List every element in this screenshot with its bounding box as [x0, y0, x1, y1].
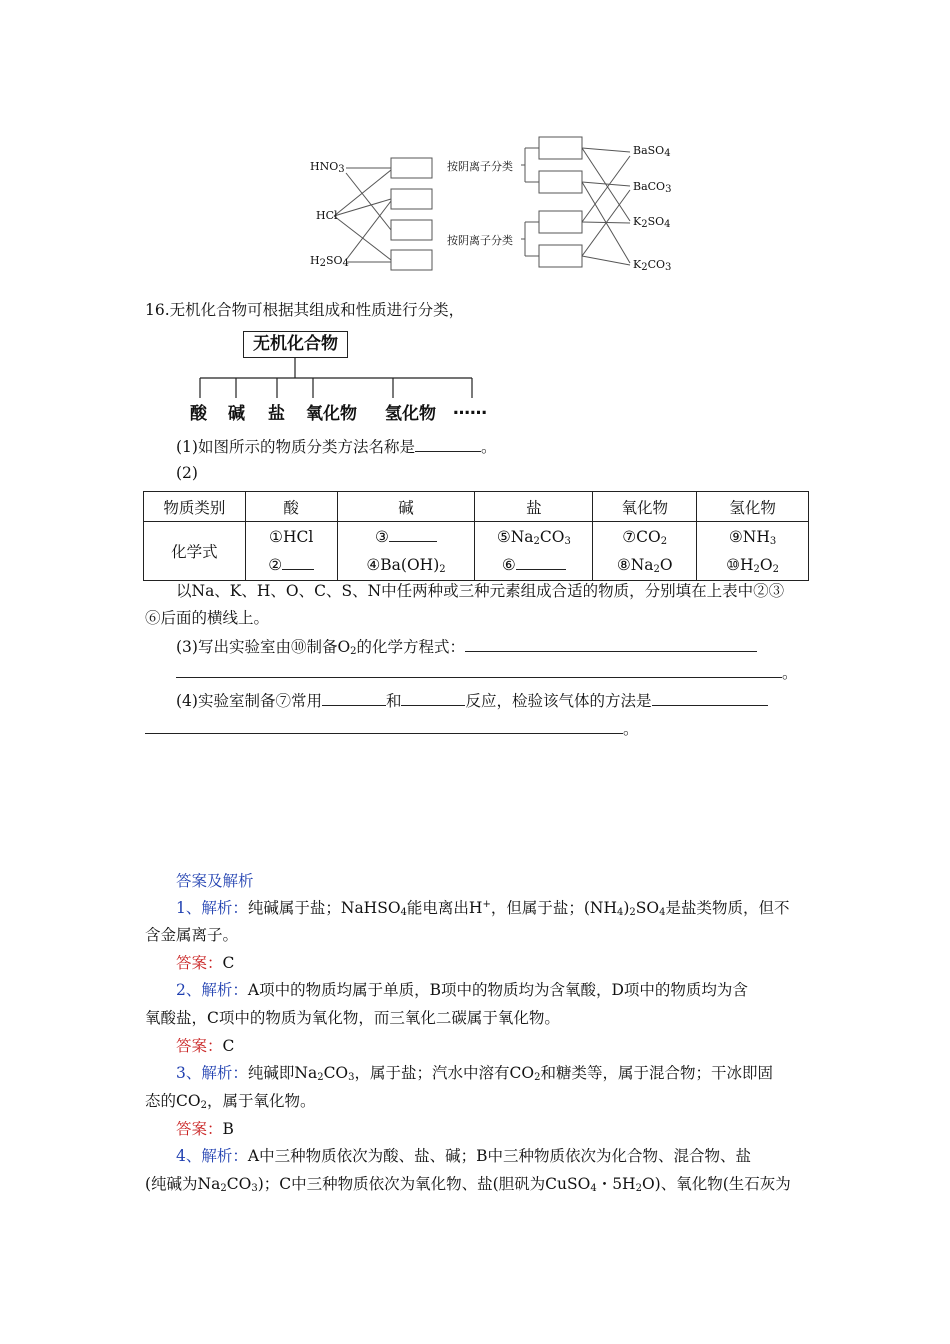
table-header-row — [144, 492, 809, 522]
q16-part2-label: (2) — [176, 464, 198, 482]
q16-part1-end: 。 — [480, 438, 497, 456]
cell-salt-2: ⑥ — [475, 551, 592, 579]
q16-part4-text-a: (4)实验室制备⑦常用 — [176, 692, 322, 710]
tree-child-acid: 酸 — [190, 404, 207, 424]
table-header: 碱 — [337, 492, 475, 522]
analysis-text: A中三种物质依次为酸、盐、碱；B中三种物质依次为化合物、混合物、盐 — [247, 1147, 751, 1165]
q16-part4-blank-1[interactable] — [322, 691, 386, 706]
link-rbox1-baso4 — [582, 148, 630, 152]
right-box-4 — [539, 245, 582, 267]
answer-label: 答案： — [176, 1120, 223, 1138]
q16-part4-text-b: 和 — [385, 692, 402, 710]
cell-oxide-2: $⑧Na_2O$ — [616, 556, 673, 575]
q16-part4-end: 。 — [623, 720, 639, 738]
cell-oxide — [593, 522, 697, 581]
q16-part3-text: (3)写出实验室由⑩制备$O_2$的化学方程式： — [176, 638, 466, 657]
cell-oxide-1: $⑦CO_2$ — [622, 528, 668, 547]
analysis-label: 4、解析： — [176, 1147, 248, 1165]
tree-child-ellipsis: …… — [453, 399, 487, 419]
acid-label-hno3: $HNO_3$ — [310, 160, 345, 175]
answer-value: C — [222, 954, 235, 972]
table-header: 氧化物 — [593, 492, 697, 522]
blank-2[interactable] — [282, 555, 314, 570]
answer-value: C — [222, 1037, 235, 1055]
table-row-label: 化学式 — [144, 522, 246, 581]
q16-part4-blank-4[interactable] — [145, 719, 623, 734]
q16-part3-blank-1[interactable] — [465, 637, 757, 652]
q16-part1-text: (1)如图所示的物质分类方法名称是 — [176, 438, 415, 456]
answer-item-1-analysis-cont: 含金属离子。 — [145, 926, 239, 944]
cell-salt-1: $⑤Na_2CO_3$ — [496, 528, 571, 547]
q16-part4-line2 — [145, 718, 639, 740]
q16-instruction-1: 以Na、K、H、O、C、S、N中任两种或三种元素组成合适的物质，分别填在上表中②③ — [176, 582, 785, 600]
analysis-text: A项中的物质均属于单质，B项中的物质均为含氧酸，D项中的物质均为含 — [247, 981, 748, 999]
analysis-label: 2、解析： — [176, 981, 248, 999]
answer-label: 答案： — [176, 1037, 223, 1055]
table-row — [144, 522, 809, 581]
answer-item-4-analysis — [176, 1145, 751, 1167]
answer-item-1-answer — [176, 952, 234, 974]
right-box-3 — [539, 211, 582, 233]
cell-base — [337, 522, 475, 581]
salt-label-baso4: BaSO$_4$ — [633, 144, 671, 159]
q16-instruction-2: ⑥后面的横线上。 — [145, 609, 270, 627]
answer-item-3-analysis-cont: 态的$CO_2$，属于氧化物。 — [145, 1092, 316, 1111]
answer-item-3-analysis — [176, 1062, 773, 1084]
answer-item-2-analysis — [176, 979, 748, 1001]
cell-base-1: ③ — [338, 523, 475, 551]
tree-child-salt: 盐 — [268, 404, 285, 424]
analysis-label: 1、解析： — [176, 899, 248, 917]
q16-part4 — [176, 690, 768, 712]
q16-part3-line2 — [176, 662, 798, 684]
tree-child-hydride: 氢化物 — [385, 404, 436, 424]
q16-stem: 16.无机化合物可根据其组成和性质进行分类， — [145, 301, 465, 319]
acid-label-h2so4: $H_2SO_4$ — [310, 254, 349, 269]
left-box-3 — [391, 220, 432, 240]
q16-part1 — [176, 436, 496, 458]
cell-base-2: $④Ba(OH)_2$ — [366, 556, 446, 575]
salt-label-k2so4: $K_2SO_4$ — [633, 215, 671, 230]
answer-item-2-answer — [176, 1035, 234, 1057]
answer-item-2-analysis-cont: 氧酸盐，C项中的物质为氧化物，而三氧化二碳属于氧化物。 — [145, 1009, 560, 1027]
cross-classification-diagram — [300, 128, 680, 278]
answer-item-1-analysis — [176, 897, 790, 919]
blank-3[interactable] — [389, 527, 437, 542]
tree-root-label: 无机化合物 — [253, 334, 338, 354]
table-header: 物质类别 — [144, 492, 246, 522]
salt-label-k2co3: $K_2CO_3$ — [633, 258, 672, 273]
link-hcl-box2 — [334, 199, 391, 216]
cell-salt — [475, 522, 593, 581]
cell-hydride — [697, 522, 809, 581]
table-header: 盐 — [475, 492, 593, 522]
q16-part4-text-c: 反应，检验该气体的方法是 — [465, 692, 652, 710]
q16-part4-blank-3[interactable] — [652, 691, 768, 706]
cell-acid-2: ② — [246, 551, 337, 579]
table-header: 酸 — [245, 492, 337, 522]
classification-table — [143, 491, 809, 581]
salt-label-baco3: BaCO$_3$ — [633, 180, 672, 195]
analysis-text: 纯碱即$Na_2CO_3$，属于盐；汽水中溶有$CO_2$和糖类等，属于混合物；干冰即固 — [247, 1064, 773, 1083]
analysis-label: 3、解析： — [176, 1064, 248, 1082]
left-box-1 — [391, 158, 432, 178]
left-box-2 — [391, 189, 432, 209]
blank-6[interactable] — [516, 555, 566, 570]
tree-root-box — [243, 331, 348, 358]
cell-hydride-2: $⑩H_2O_2$ — [726, 556, 780, 575]
anion-group-label-2: 按阴离子分类 — [447, 234, 513, 247]
right-box-1 — [539, 137, 582, 159]
anion-group-label-1: 按阴离子分类 — [447, 160, 513, 173]
link-hcl-box1 — [334, 170, 391, 216]
cell-hydride-1: $⑨NH_3$ — [728, 528, 777, 547]
q16-part3 — [176, 636, 757, 658]
right-box-2 — [539, 171, 582, 193]
link-rbox4-k2co3 — [582, 256, 630, 265]
left-box-4 — [391, 250, 432, 270]
cell-acid-1: ①HCl — [269, 528, 314, 546]
analysis-text: 纯碱属于盐；NaHSO$_4$能电离出H+，但属于盐；$(NH_4)_2SO_4$是盐类物质，但不 — [247, 899, 790, 918]
tree-child-oxide: 氧化物 — [306, 404, 357, 424]
q16-part1-blank[interactable] — [415, 437, 481, 452]
answers-heading: 答案及解析 — [176, 872, 254, 890]
acid-label-hcl: HCl — [316, 209, 338, 222]
tree-child-base: 碱 — [228, 404, 245, 424]
q16-part3-end: 。 — [782, 664, 798, 682]
tree-lines — [190, 358, 480, 398]
answer-label: 答案： — [176, 954, 223, 972]
cell-acid — [245, 522, 337, 581]
table-header: 氢化物 — [697, 492, 809, 522]
q16-part3-blank-2[interactable] — [176, 663, 782, 678]
answer-item-4-analysis-cont: (纯碱为$Na_2CO_3$)；C中三种物质依次为氧化物、盐(胆矾为CuSO$_4$・$5H_2O$)、氧化物(生石灰为 — [145, 1175, 791, 1194]
answer-item-3-answer — [176, 1118, 234, 1140]
answer-value: B — [222, 1120, 234, 1138]
q16-part4-blank-2[interactable] — [401, 691, 465, 706]
link-rbox3-baso4 — [582, 156, 630, 222]
